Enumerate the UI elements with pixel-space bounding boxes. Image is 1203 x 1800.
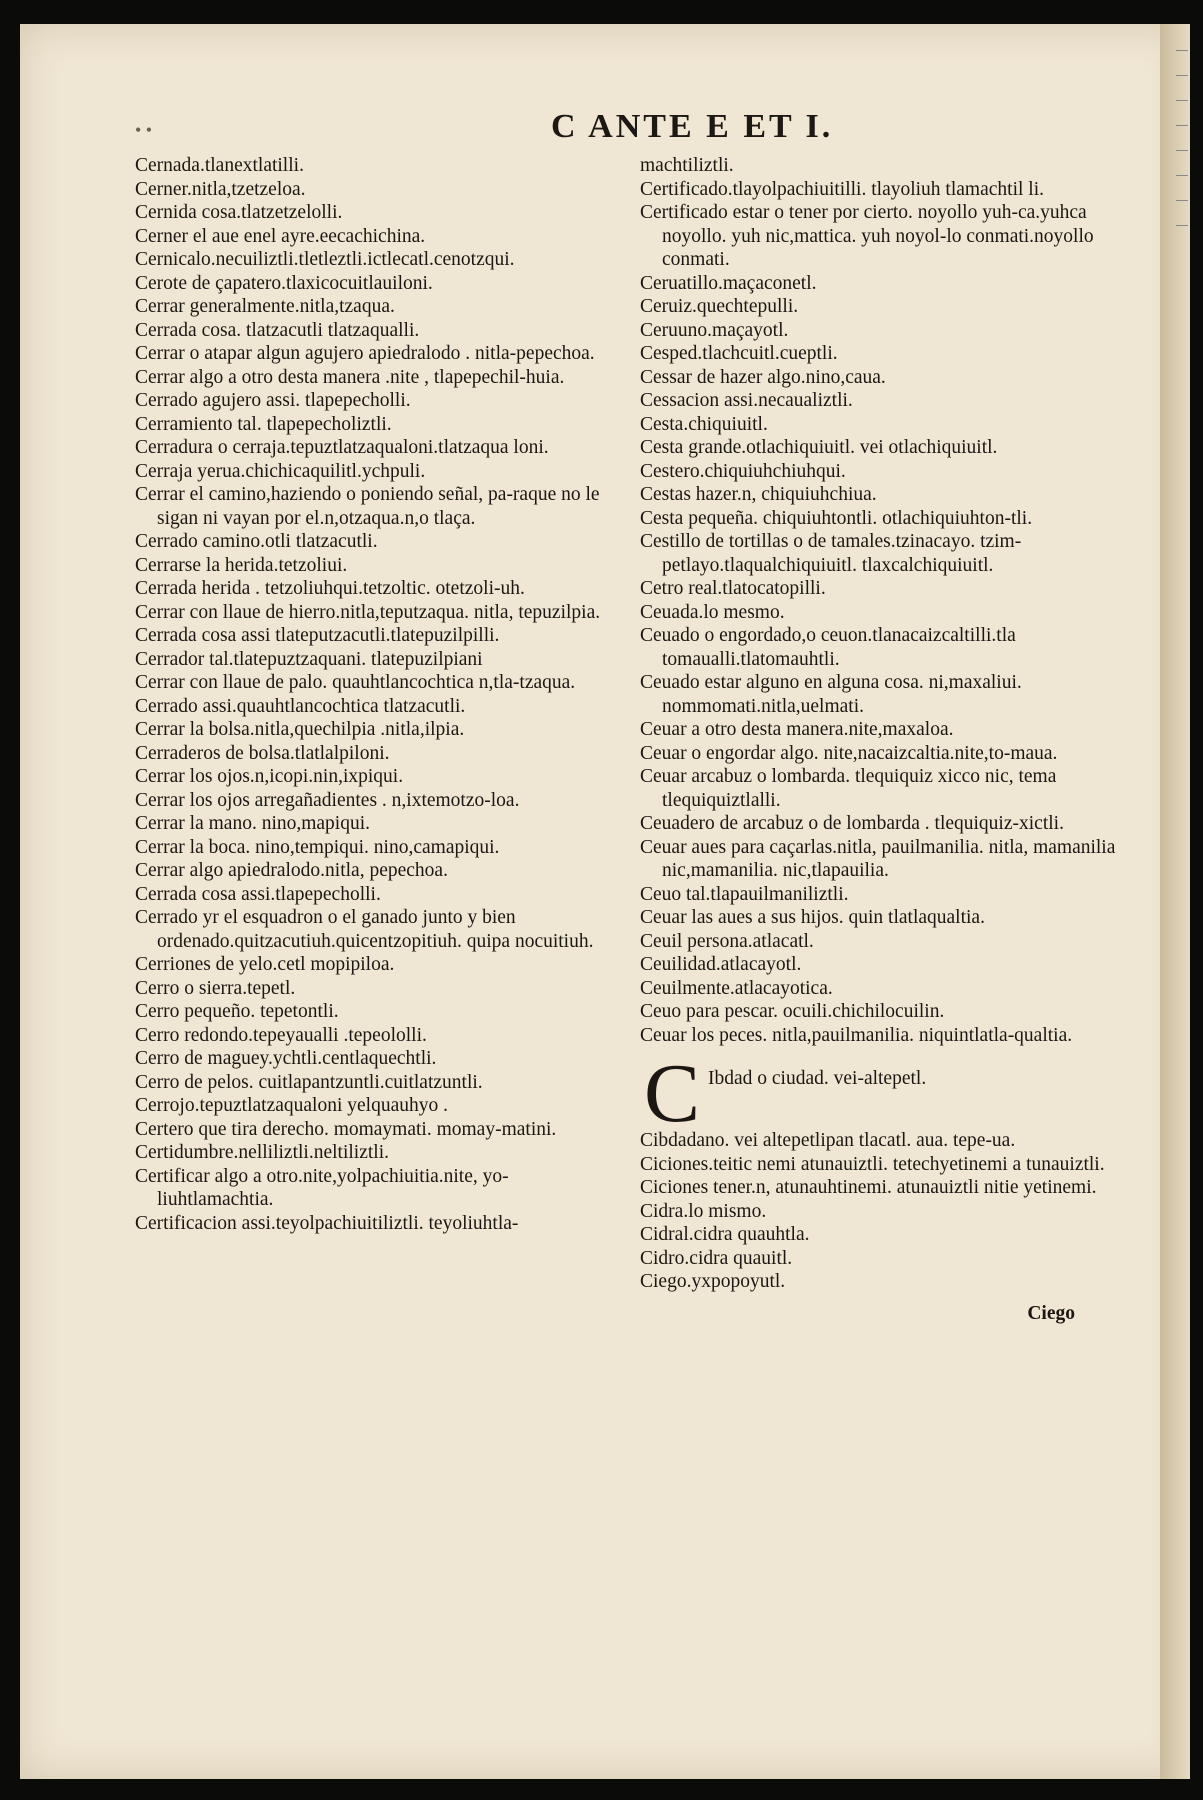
dictionary-entry: Ceuar o engordar algo. nite,nacaizcaltia.nite,to-maua. (640, 742, 1058, 764)
dictionary-entry: Ceuilmente.atlacayotica. (640, 977, 833, 999)
dictionary-entry: Certero que tira derecho. momaymati. momay-matini. (135, 1118, 557, 1140)
dictionary-entry: Cernada.tlanextlatilli. (135, 155, 304, 176)
dictionary-entry: Cessar de hazer algo.nino,caua. (640, 366, 886, 388)
dictionary-entry: Ceuar los peces. nitla,pauilmanilia. niquintlatla-qualtia. (640, 1024, 1073, 1046)
dictionary-entry: Ceuo tal.tlapauilmaniliztli. (640, 883, 849, 905)
dictionary-entry: Cerrado agujero assi. tlapepecholli. (135, 390, 411, 411)
section-opening-entry: Ibdad o ciudad. vei-altepetl. (708, 1068, 927, 1089)
dictionary-entry: Cerrar con llaue de palo. quauhtlancochtica n,tla-tzaqua. (135, 672, 576, 693)
drop-cap: C (644, 1047, 701, 1140)
dictionary-entry: Ceuar arcabuz o lombarda. tlequiquiz xicco nic, tema tlequiquiztlalli. (640, 766, 1057, 811)
dictionary-entry: Cerner el aue enel ayre.eecachichina. (135, 225, 426, 247)
dictionary-entry: Cerraderos de bolsa.tlatlalpiloni. (135, 742, 390, 764)
dictionary-entry: Cerner.nitla,tzetzeloa. (135, 178, 306, 200)
dictionary-entry: Cesped.tlachcuitl.cueptli. (640, 343, 838, 364)
dictionary-entry: Cerradura o cerraja.tepuztlatzaqualoni.tlatzaqua loni. (135, 437, 549, 458)
dictionary-entry: Cerrado camino.otli tlatzacutli. (135, 531, 378, 552)
dictionary-entry: Cesta grande.otlachiquiuitl. vei otlachiquiuitl. (640, 437, 998, 458)
dictionary-entry: Cerrar algo a otro desta manera .nite , tlapepechil-huia. (135, 366, 565, 388)
dictionary-entry: Ceuar aues para caçarlas.nitla, pauilmanilia. nitla, mamanilia nic,mamanilia. nic,tlapauilia. (640, 836, 1116, 881)
dictionary-entry: Cerrar los ojos arregañadientes . n,ixtemotzo-loa. (135, 789, 520, 811)
dictionary-entry: Ceuar las aues a sus hijos. quin tlatlaqualtia. (640, 907, 985, 928)
dictionary-entry: Cerro o sierra.tepetl. (135, 977, 296, 999)
adjacent-page-edge (1160, 24, 1190, 1779)
catchword: Ciego (1027, 1302, 1075, 1324)
dictionary-entry: Cidral.cidra quauhtla. (640, 1224, 810, 1245)
dictionary-entry: Cidro.cidra quauitl. (640, 1247, 793, 1269)
dictionary-entry: Ciego.yxpopoyutl. (640, 1271, 786, 1292)
dictionary-entry: Cerrado yr el esquadron o el ganado junto y bien ordenado.quitzacutiuh.quicentzopitiuh. quipa nocuitiuh. (135, 907, 594, 952)
dictionary-entry: Cerrar con llaue de hierro.nitla,teputzaqua. nitla, tepuzilpia. (135, 601, 601, 623)
dictionary-entry: Certificado.tlayolpachiuitilli. tlayoliuh tlamachtil li. (640, 178, 1044, 200)
dictionary-entry: Ceruuno.maçayotl. (640, 319, 789, 341)
dictionary-entry: Cesta.chiquiuitl. (640, 413, 768, 435)
left-column (135, 154, 625, 1235)
dictionary-entry: Cerriones de yelo.cetl mopipiloa. (135, 954, 395, 975)
dictionary-entry: Cerrar o atapar algun agujero apiedralodo . nitla-pepechoa. (135, 343, 595, 364)
dictionary-entry: Cerote de çapatero.tlaxicocuitlauiloni. (135, 272, 433, 294)
dictionary-entry: Cerro de pelos. cuitlapantzuntli.cuitlatzuntli. (135, 1071, 483, 1093)
dictionary-entry: Cessacion assi.necaualiztli. (640, 390, 853, 411)
dictionary-entry: Ceuilidad.atlacayotl. (640, 954, 802, 975)
dictionary-entry: Ceruiz.quechtepulli. (640, 296, 799, 317)
dictionary-entry: Cerrarse la herida.tetzoliui. (135, 554, 348, 576)
dictionary-entry: Cesta pequeña. chiquiuhtontli. otlachiquiuhton-tli. (640, 507, 1033, 529)
header-mark: • • (135, 120, 153, 140)
dictionary-entry: Ceruatillo.maçaconetl. (640, 272, 817, 294)
dictionary-entry: Cerrador tal.tlatepuztzaquani. tlatepuzilpiani (135, 648, 483, 670)
dictionary-entry: Cerraja yerua.chichicaquilitl.ychpuli. (135, 460, 426, 482)
dictionary-entry: Cerrada cosa assi.tlapepecholli. (135, 883, 381, 905)
dictionary-entry: Cerramiento tal. tlapepecholiztli. (135, 413, 392, 435)
dictionary-entry: Ceuo para pescar. ocuili.chichilocuilin. (640, 1001, 945, 1022)
dictionary-entry: Cerrojo.tepuztlatzaqualoni yelquauhyo . (135, 1095, 448, 1116)
dictionary-entry: Cestas hazer.n, chiquiuhchiua. (640, 484, 877, 505)
dictionary-entry: Certificado estar o tener por cierto. noyollo yuh-ca.yuhca noyollo. yuh nic,mattica. yuh noyol-lo conmati.noyollo conmati. (640, 202, 1094, 270)
dictionary-entry: Ciciones.teitic nemi atunauiztli. tetechyetinemi a tunauiztli. (640, 1153, 1105, 1175)
running-head: C ANTE E ET I. (551, 108, 834, 145)
dictionary-entry: Cerrar el camino,haziendo o poniendo señal, pa-raque no le sigan ni vayan por el.n,otzaqua.n,o tlaça. (135, 484, 600, 529)
dictionary-entry: Cibdadano. vei altepetlipan tlacatl. aua. tepe-ua. (640, 1130, 1016, 1151)
dictionary-entry: Cerro redondo.tepeyaualli .tepeololli. (135, 1024, 427, 1046)
dictionary-entry: Cerrada cosa. tlatzacutli tlatzaqualli. (135, 319, 420, 341)
right-column-entries (640, 154, 1130, 1047)
dictionary-entry: Cestillo de tortillas o de tamales.tzinacayo. tzim-petlayo.tlaqualchiquiuitl. tlaxcalchiquiuitl. (640, 531, 1022, 576)
section-start-c-i (640, 1047, 1130, 1140)
book-page (20, 24, 1190, 1779)
dictionary-entry: Ceuadero de arcabuz o de lombarda . tlequiquiz-xictli. (640, 813, 1064, 834)
dictionary-entry: Ceuar a otro desta manera.nite,maxaloa. (640, 719, 954, 740)
dictionary-entry: Cestero.chiquiuhchiuhqui. (640, 460, 846, 482)
dictionary-entry: Certificacion assi.teyolpachiuitiliztli. teyoliuhtla- (135, 1212, 519, 1234)
dictionary-entry: Cerrar generalmente.nitla,tzaqua. (135, 296, 395, 317)
dictionary-entry: Cerrada cosa assi tlateputzacutli.tlatepuzilpilli. (135, 625, 500, 646)
dictionary-entry: Certidumbre.nelliliztli.neltiliztli. (135, 1142, 389, 1163)
dictionary-entry: Cerro de maguey.ychtli.centlaquechtli. (135, 1048, 437, 1069)
dictionary-entry: Cetro real.tlatocatopilli. (640, 578, 826, 599)
dictionary-entry: Certificar algo a otro.nite,yolpachiuitia.nite, yo-liuhtlamachtia. (135, 1165, 509, 1210)
right-column (640, 154, 1130, 1345)
dictionary-entry: Cerrar la boca. nino,tempiqui. nino,camapiqui. (135, 836, 500, 858)
dictionary-entry: Ceuada.lo mesmo. (640, 601, 785, 623)
dictionary-entry: Cernida cosa.tlatzetzelolli. (135, 202, 343, 223)
dictionary-entry: Cerrado assi.quauhtlancochtica tlatzacutli. (135, 695, 466, 717)
dictionary-entry: Cerro pequeño. tepetontli. (135, 1001, 339, 1022)
dictionary-entry: Cerrar algo apiedralodo.nitla, pepechoa. (135, 860, 448, 881)
page-header (20, 108, 1190, 148)
dictionary-entry: Ceuil persona.atlacatl. (640, 930, 814, 952)
dictionary-entry: Cidra.lo mismo. (640, 1200, 767, 1222)
dictionary-entry: Ceuado o engordado,o ceuon.tlanacaizcaltilli.tla tomaualli.tlatomauhtli. (640, 625, 1016, 670)
right-column-entries-after (640, 1129, 1130, 1294)
dictionary-entry: Ceuado estar alguno en alguna cosa. ni,maxaliui. nommomati.nitla,uelmati. (640, 672, 1022, 717)
dictionary-entry: Cerrar la mano. nino,mapiqui. (135, 813, 371, 834)
dictionary-entry: Cerrada herida . tetzoliuhqui.tetzoltic. otetzoli-uh. (135, 578, 525, 599)
dictionary-entry: Ciciones tener.n, atunauhtinemi. atunauiztli nitie yetinemi. (640, 1177, 1097, 1198)
dictionary-entry: Cerrar los ojos.n,icopi.nin,ixpiqui. (135, 766, 404, 787)
dictionary-entry: machtiliztli. (640, 155, 734, 176)
dictionary-entry: Cerrar la bolsa.nitla,quechilpia .nitla,ilpia. (135, 719, 465, 740)
dictionary-entry: Cernicalo.necuiliztli.tletleztli.ictlecatl.cenotzqui. (135, 249, 515, 270)
